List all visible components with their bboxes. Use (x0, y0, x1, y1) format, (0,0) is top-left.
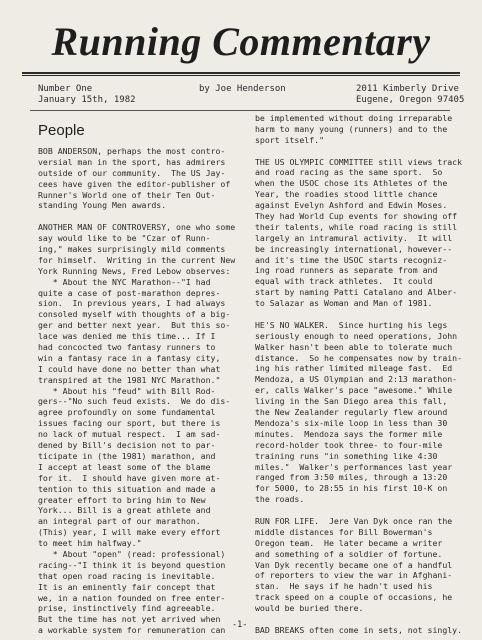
text-line: to Salazar as Woman and Man of 1981. (255, 298, 433, 309)
text-line (255, 614, 465, 625)
address-city: Eugene, Oregon 97405 (356, 95, 465, 105)
text-line: largely an intramural activity. It will (255, 232, 453, 243)
byline: by Joe Henderson (199, 84, 286, 94)
text-line: ger and better next year. But this so- (38, 320, 231, 331)
text-line: They had World Cup events for showing off (255, 211, 458, 222)
text-line: York... Bill is a great athlete and (38, 505, 211, 516)
text-line: cees have given the editor-publisher of (38, 178, 231, 189)
masthead-title: Running Commentary (51, 19, 431, 64)
section-title: People (38, 122, 85, 139)
text-line: distance. So he compensates now by train- (255, 352, 463, 363)
text-line: quite a case of post-marathon depres- (38, 287, 221, 298)
text-line: middle distances for Bill Bowerman's (255, 526, 433, 537)
text-line: the New Zealander regularly flew around (255, 407, 448, 418)
issue-date: January 15th, 1982 (38, 95, 136, 105)
text-line: prise, instinctively find agreeable. (38, 603, 216, 614)
text-line: record-holder took three- to four-mile (255, 439, 443, 450)
text-line: ing road runners as separate from and (255, 265, 438, 276)
text-line: Mendoza's six-mile loop in less than 30 (255, 417, 448, 428)
text-line: Year, the roadies stood little chance (255, 189, 438, 200)
text-line: be implemented without doing irreparable (255, 113, 453, 123)
text-line: harm to many young (runners) and to the (255, 123, 448, 134)
text-line: no lack of mutual respect. I am sad- (38, 429, 221, 440)
right-column (255, 113, 465, 636)
text-line: training runs "in something like 4:30 (255, 450, 438, 461)
text-line: ranged from 3:50 miles, through a 13:20 (255, 472, 448, 483)
text-line: would be buried there. (255, 603, 364, 614)
text-line: BAD BREAKS often come in sets, not singly. (255, 624, 463, 635)
text-line: miles." Walker's performances last year (255, 461, 453, 472)
text-line: to meet him halfway." (38, 538, 142, 549)
text-line: had concocted two fantasy runners to (38, 342, 216, 353)
text-line: * About the NYC Marathon--"I had (38, 276, 211, 287)
text-line: (This) year, I will make every effort (38, 527, 221, 538)
text-line: when the USOC chose its Athletes of the (255, 178, 448, 189)
text-line: win a fantasy race in a fantasy city, (38, 352, 221, 363)
text-line: * About "open" (read: professional) (38, 548, 226, 559)
text-line: ing," makes surprisingly mild comments (38, 244, 226, 255)
left-column (38, 146, 236, 636)
text-line: of reporters to view the war in Afghani- (255, 570, 453, 581)
text-line: ticipate in (the 1981) marathon, and (38, 450, 216, 461)
issue-info (38, 84, 136, 106)
text-line: York Running News, Fred Lebow observes: (38, 265, 231, 276)
text-line: It is an eminently fair concept that (38, 581, 216, 592)
text-line (255, 146, 465, 157)
text-line: equal with track athletes. It could (255, 276, 433, 287)
text-line: sion. In previous years, I had always (38, 298, 226, 309)
text-line: ANOTHER MAN OF CONTROVERSY, one who some (38, 222, 236, 233)
text-line: be increasingly international, however-- (255, 243, 453, 254)
text-line: say would like to be "Czar of Runn- (38, 233, 211, 244)
text-line: lace was denied me this time... If I (38, 331, 216, 342)
text-line: standing Young Men awards. (38, 200, 167, 211)
text-line: er, calls Walker's pace "awesome." While (255, 385, 453, 396)
text-line: stan. He says if he hadn't used his (255, 581, 433, 592)
mailing-address (356, 84, 464, 106)
text-line: for it. I should have given more at- (38, 472, 221, 483)
text-line: I accept at least some of the blame (38, 461, 211, 472)
text-line: that open road racing is inevitable. (38, 570, 216, 581)
issue-number: Number One (38, 84, 93, 94)
text-line: track speed on a couple of occasions, he (255, 592, 453, 603)
text-line: and road racing as the same sport. So (255, 167, 443, 178)
text-line: dened by Bill's decision not to par- (38, 440, 216, 451)
text-line: and it's time the USOC starts recogniz- (255, 254, 448, 265)
text-line: * About his "feud" with Bill Rod- (38, 385, 216, 396)
text-line: gers--"No such feud exists. We do dis- (38, 396, 231, 407)
text-line: transpired at the 1981 NYC Marathon." (38, 374, 221, 385)
text-line: against Evelyn Ashford and Edwin Moses. (255, 200, 448, 211)
text-line: THE US OLYMPIC COMMITTEE still views track (255, 156, 463, 167)
text-line: issues facing our sport, but there is (38, 418, 221, 429)
text-line: Van Dyk recently became one of a handful (255, 559, 453, 570)
text-line: consoled myself with thoughts of a big- (38, 309, 231, 320)
text-line: tention to this situation and made a (38, 483, 216, 494)
text-line: the roads. (255, 494, 305, 505)
text-line: Walker hasn't been able to tolerate much (255, 341, 453, 352)
masthead-rule-thick (22, 72, 460, 74)
masthead-rule-thin (22, 75, 460, 76)
text-line: living in the San Diego area this fall, (255, 396, 448, 407)
text-line: their talents, while road racing is still (255, 221, 458, 232)
text-line: agree profoundly on some fundamental (38, 407, 216, 418)
text-line: outside of our community. The US Jay- (38, 167, 226, 178)
text-line: I could have done no better than what (38, 363, 221, 374)
text-line: sport itself." (255, 134, 325, 145)
text-line: RUN FOR LIFE. Jere Van Dyk once ran the (255, 515, 453, 526)
text-line: greater effort to bring him to New (38, 494, 206, 505)
text-line: we, in a nation founded on free enter- (38, 592, 226, 603)
text-line: versial man in the sport, has admirers (38, 156, 226, 167)
text-line: BOB ANDERSON, perhaps the most contro- (38, 146, 226, 156)
text-line: for 5000, to 28:55 in his first 10-K on (255, 483, 448, 494)
header-separator (30, 110, 450, 111)
text-line: Runner's World one of their Ten Out- (38, 189, 216, 200)
text-line (255, 505, 465, 516)
text-line (255, 309, 465, 320)
text-line: start by naming Patti Catalano and Alber- (255, 287, 458, 298)
address-street: 2011 Kimberly Drive (356, 84, 459, 94)
text-line: racing--"I think it is beyond question (38, 559, 226, 570)
text-line: HE'S NO WALKER. Since hurting his legs (255, 319, 448, 330)
text-line: ing his rather limited mileage fast. Ed (255, 363, 453, 374)
page-number: -1- (232, 620, 248, 630)
text-line: and something of a soldier of fortune. (255, 548, 443, 559)
text-line: minutes. Mendoza says the former mile (255, 428, 443, 439)
text-line: an integral part of our marathon. (38, 516, 201, 527)
text-line: seriously enough to need operations, John (255, 330, 458, 341)
text-line: Mendoza, a US Olympian and 2:13 marathon- (255, 374, 458, 385)
text-line: a workable system for remuneration can (38, 625, 226, 636)
text-line: Oregon team. He later became a writer (255, 537, 443, 548)
text-line: for himself. Writing in the current New (38, 254, 236, 265)
text-line: But the time has not yet arrived when (38, 614, 221, 625)
text-line (38, 211, 232, 222)
